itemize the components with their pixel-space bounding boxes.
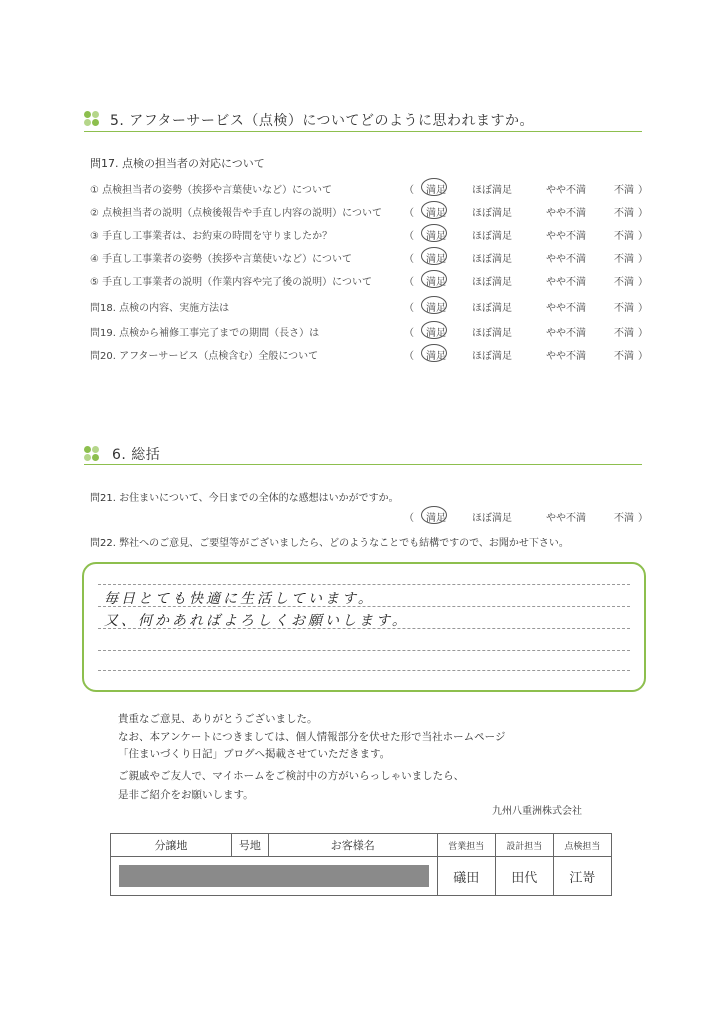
question-row-q18: 問18. 点検の内容、実施方法は （ 満足 ほぼ満足 やや不満 不満 ） (90, 299, 650, 315)
sales-person: 礒田 (437, 857, 495, 896)
thanks-line-5: 是非ご紹介をお願いします。 (118, 789, 254, 801)
section5-title: 5. アフターサービス（点検）についてどのように思われますか。 (110, 113, 535, 129)
choice-option[interactable]: ほぼ満足 (472, 277, 512, 288)
redaction-bar (119, 865, 429, 887)
selected-circle-mark (421, 344, 447, 362)
question-label: 問18. 点検の内容、実施方法は (90, 303, 230, 314)
q21-choice-2[interactable]: ほぼ満足 (472, 513, 512, 524)
question-label: ③ 手直し工事業者は、お約束の時間を守りましたか？ (90, 231, 333, 242)
choice-option[interactable]: 満足 (426, 250, 446, 265)
selected-circle-mark (421, 270, 447, 288)
choice-option[interactable]: 不満 (614, 351, 634, 362)
thanks-line-4: ご親戚やご友人で、マイホームをご検討中の方がいらっしゃいましたら、 (118, 770, 465, 782)
writing-line (98, 584, 630, 585)
info-table (110, 833, 612, 896)
question-row-q17-4: ④ 手直し工事業者の姿勢（挨拶や言葉使いなど）について （ 満足 ほぼ満足 やや不満 不満 ） (90, 250, 650, 266)
question-row-q20: 問20. アフターサービス（点検含む）全般について （ 満足 ほぼ満足 やや不満 不満 ） (90, 347, 650, 363)
selected-circle-mark (421, 178, 447, 196)
choice-option[interactable]: 満足 (426, 299, 446, 314)
header-customer: お客様名 (268, 834, 437, 857)
handwritten-comment-line-2: 又、何かあればよろしくお願いします。 (104, 613, 409, 629)
clover-icon (84, 446, 100, 462)
question-label: ① 点検担当者の姿勢（挨拶や言葉使いなど）について (90, 185, 332, 196)
choice-option[interactable]: 不満 (614, 328, 634, 339)
q17-heading: 問17. 点検の担当者の対応について (90, 157, 265, 170)
choice-option[interactable]: ほぼ満足 (472, 303, 512, 314)
choice-option[interactable]: ほぼ満足 (472, 208, 512, 219)
section6-title: 6. 総括 (112, 447, 161, 463)
choice-option[interactable]: 満足 (426, 181, 446, 196)
choice-option[interactable]: 不満 (614, 254, 634, 265)
selected-circle-mark (421, 321, 447, 339)
question-label: ⑤ 手直し工事業者の説明（作業内容や完了後の説明）について (90, 277, 372, 288)
company-name: 九州八重洲株式会社 (492, 806, 582, 817)
choice-option[interactable]: 満足 (426, 227, 446, 242)
choice-option[interactable]: 不満 (614, 277, 634, 288)
header-subdivision: 分譲地 (111, 834, 232, 857)
question-label: 問20. アフターサービス（点検含む）全般について (90, 351, 319, 362)
comment-box[interactable] (82, 562, 646, 692)
selected-circle-mark (421, 201, 447, 219)
choice-option[interactable]: やや不満 (546, 208, 586, 219)
handwritten-comment-line-1: 毎日とても快適に生活しています。 (104, 591, 375, 607)
question-label: 問19. 点検から補修工事完了までの期間（長さ）は (90, 328, 320, 339)
clover-icon (84, 111, 100, 127)
choice-option[interactable]: 不満 (614, 185, 634, 196)
choice-option[interactable]: やや不満 (546, 231, 586, 242)
choice-option[interactable]: ほぼ満足 (472, 254, 512, 265)
choice-option[interactable]: 不満 (614, 231, 634, 242)
writing-line (98, 650, 630, 651)
question-row-q17-3: ③ 手直し工事業者は、お約束の時間を守りましたか？ （ 満足 ほぼ満足 やや不満 不満 ） (90, 227, 650, 243)
question-row-q17-5: ⑤ 手直し工事業者の説明（作業内容や完了後の説明）について （ 満足 ほぼ満足 やや不満 不満 ） (90, 273, 650, 289)
choice-option[interactable]: やや不満 (546, 303, 586, 314)
choice-option[interactable]: ほぼ満足 (472, 351, 512, 362)
inspection-person: 江嵜 (553, 857, 611, 896)
choice-option[interactable]: 不満 (614, 208, 634, 219)
selected-circle-mark (421, 247, 447, 265)
question-label: ④ 手直し工事業者の姿勢（挨拶や言葉使いなど）について (90, 254, 352, 265)
q22-label: 問22. 弊社へのご意見、ご要望等がございましたら、どのようなことでも結構ですので、お聞かせ下さい。 (90, 538, 569, 549)
choice-option[interactable]: ほぼ満足 (472, 231, 512, 242)
selected-circle-mark (421, 224, 447, 242)
selected-circle-mark (421, 506, 447, 524)
q21-label: 問21. お住まいについて、今日までの全体的な感想はいかがですか。 (90, 493, 399, 504)
header-design: 設計担当 (495, 834, 553, 857)
q21-choices-row: （ 満足 ほぼ満足 やや不満 不満 ） (90, 509, 650, 525)
choice-option[interactable]: 満足 (426, 273, 446, 288)
choice-option[interactable]: 不満 (614, 303, 634, 314)
choice-option[interactable]: やや不満 (546, 328, 586, 339)
thanks-line-1: 貴重なご意見、ありがとうございました。 (118, 713, 318, 725)
section6-divider (84, 464, 642, 465)
q21-choice-3[interactable]: やや不満 (546, 513, 586, 524)
question-label: ② 点検担当者の説明（点検後報告や手直し内容の説明）について (90, 208, 382, 219)
redacted-customer-info (111, 857, 438, 896)
question-row-q19: 問19. 点検から補修工事完了までの期間（長さ）は （ 満足 ほぼ満足 やや不満 不満 ） (90, 324, 650, 340)
thanks-line-2: なお、本アンケートにつきましては、個人情報部分を伏せた形で当社ホームページ (118, 731, 506, 743)
choice-option[interactable]: やや不満 (546, 185, 586, 196)
section5-divider (84, 131, 642, 132)
choice-option[interactable]: やや不満 (546, 351, 586, 362)
header-lot: 号地 (231, 834, 268, 857)
choice-option[interactable]: やや不満 (546, 254, 586, 265)
q21-choice-4[interactable]: 不満 (614, 513, 634, 524)
choice-option[interactable]: やや不満 (546, 277, 586, 288)
design-person: 田代 (495, 857, 553, 896)
header-sales: 営業担当 (437, 834, 495, 857)
writing-line (98, 670, 630, 671)
q21-choice-1[interactable]: 満足 (426, 509, 446, 524)
choice-option[interactable]: 満足 (426, 204, 446, 219)
choice-option[interactable]: 満足 (426, 324, 446, 339)
selected-circle-mark (421, 296, 447, 314)
choice-option[interactable]: 満足 (426, 347, 446, 362)
question-row-q17-1: ① 点検担当者の姿勢（挨拶や言葉使いなど）について （ 満足 ほぼ満足 やや不満 不満 ） (90, 181, 650, 197)
header-inspection: 点検担当 (553, 834, 611, 857)
question-row-q17-2: ② 点検担当者の説明（点検後報告や手直し内容の説明）について （ 満足 ほぼ満足 やや不満 不満 ） (90, 204, 650, 220)
thanks-line-3: 「住まいづくり日記」ブログへ掲載させていただきます。 (118, 748, 391, 760)
choice-option[interactable]: ほぼ満足 (472, 328, 512, 339)
choice-option[interactable]: ほぼ満足 (472, 185, 512, 196)
